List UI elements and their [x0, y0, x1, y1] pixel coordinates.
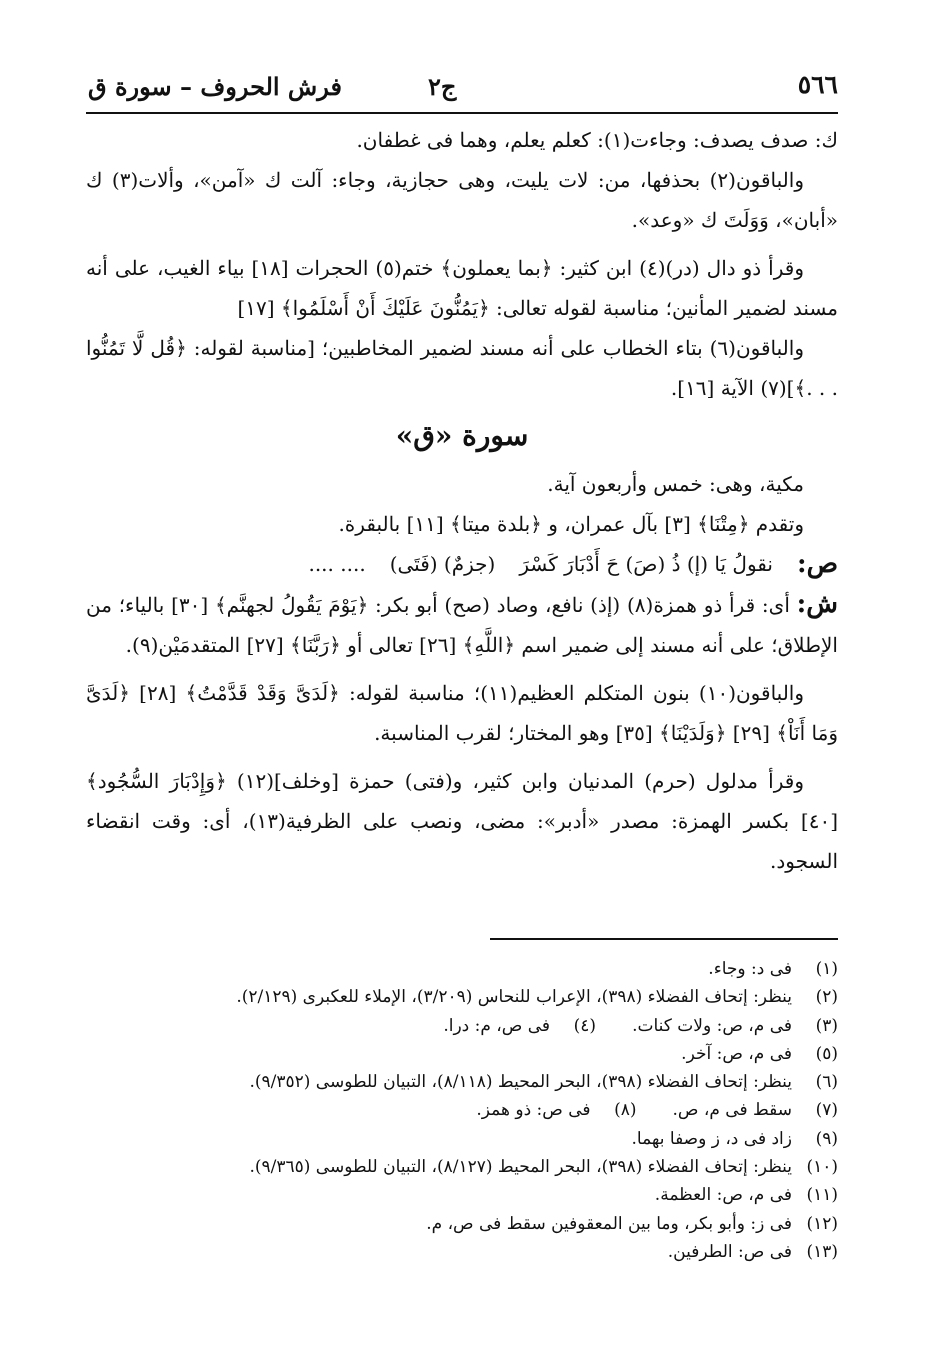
footnote-text: زاد فى د، ز وصفا بهما.	[631, 1128, 792, 1149]
footnote-number: (٩)	[815, 1128, 838, 1149]
footnote-number: (٦)	[815, 1072, 838, 1093]
footnote-number: (٣)	[815, 1015, 838, 1036]
footnote	[86, 983, 838, 1011]
footnote	[86, 1210, 838, 1238]
footnote-number: (٤)	[573, 1015, 597, 1036]
footnote-number: (١١)	[806, 1185, 838, 1206]
footnote-text: فى ص: الطرفين.	[667, 1241, 792, 1262]
footnote-rule	[490, 938, 838, 940]
paragraph	[86, 584, 838, 665]
sharh-lead: ش:	[796, 589, 838, 619]
paragraph-text: أى: قرأ ذو همزة(٨) (إذ) نافع، وصاد (صح) أبو بكر: ﴿يَوْمَ يَقُولُ لجهنَّم﴾ [٣٠] بالياء؛ من الإطلاق؛ على أنه مسند إلى ضمير اسم ﴿اللَّهِ﴾ [٢٦] تعالى أو ﴿رَبَّنَا﴾ [٢٧] المتقدمَيْن(٩).	[86, 593, 838, 657]
page-header	[88, 62, 838, 108]
main-text	[86, 120, 838, 881]
footnote	[86, 1040, 838, 1068]
paragraph: وتقدم ﴿مِتْنَا﴾ [٣] بآل عمران، و ﴿بلدة ميتا﴾ [١١] بالبقرة.	[338, 512, 804, 536]
paragraph: مكية، وهى: خمس وأربعون آية.	[547, 472, 804, 496]
footnote-text: فى ص، م: درا.	[443, 1015, 551, 1036]
surah-title: سورة «ق»	[395, 419, 529, 452]
page-number: ٥٦٦	[797, 70, 838, 99]
footnote	[86, 955, 838, 983]
poem-dots: .... ....	[308, 552, 366, 576]
footnote-number: (١٠)	[806, 1157, 838, 1178]
footnote-text: فى ص: ذو همز.	[476, 1100, 591, 1121]
footnotes	[86, 955, 838, 1266]
footnote-number: (٧)	[815, 1100, 838, 1121]
footnote-number: (٨)	[614, 1100, 637, 1121]
footnote	[86, 1181, 838, 1209]
footnote-number: (١٣)	[806, 1241, 838, 1262]
poem-line	[86, 544, 838, 584]
poem-hemistich: نقولُ يَا (إ) ذُ (صَ) حَ أَدْبَارَ كَسْرَ	[519, 552, 773, 576]
header-rule	[86, 112, 838, 114]
footnote-text: ينظر: إتحاف الفضلاء (٣٩٨)، الإعراب للنحاس (٣/٢٠٩)، الإملاء للعكبرى (٢/١٢٩).	[236, 987, 792, 1008]
footnote-number: (١)	[815, 959, 838, 979]
poem-hemistich: (جزمٌ) (فَتَى)	[389, 552, 496, 576]
footnote-number: (٢)	[815, 987, 838, 1008]
footnote	[86, 1125, 838, 1153]
footnote-text: ينظر: إتحاف الفضلاء (٣٩٨)، البحر المحيط (٨/١١٨)، التبيان للطوسى (٩/٣٥٢).	[249, 1072, 792, 1093]
running-title: فرش الحروف – سورة ق	[88, 72, 342, 101]
part-number: ج٢	[428, 72, 457, 101]
footnote	[86, 1068, 838, 1096]
footnote	[86, 1096, 838, 1124]
footnote-text: ينظر: إتحاف الفضلاء (٣٩٨)، البحر المحيط (٨/١٢٧)، التبيان للطوسى (٩/٣٦٥).	[249, 1157, 792, 1178]
paragraph: ك: صدف يصدف: وجاءت(١): كعلم يعلم، وهما فى غطفان.	[356, 128, 838, 152]
footnote-text: سقط فى م، ص.	[672, 1100, 792, 1121]
footnote	[86, 1012, 838, 1040]
paragraph: والباقون(٦) بتاء الخطاب على أنه مسند لضمير المخاطبين؛ [مناسبة لقوله: ﴿قُل لَّا تَمُنُّوا . . .﴾](٧) الآية [١٦].	[86, 336, 838, 400]
footnote-text: فى ز: وأبو بكر، وما بين المعقوفين سقط فى ص، م.	[426, 1213, 792, 1234]
paragraph: وقرأ مدلول (حرم) المدنيان وابن كثير، و(فتى) حمزة [وخلف](١٢) ﴿وَإِدْبَارَ السُّجُود﴾ [٤٠] بكسر الهمزة: مصدر «أدبر»: مضى، ونصب على الظرفية(١٣)، أى: وقت انقضاء السجود.	[86, 769, 838, 873]
footnote	[86, 1238, 838, 1266]
footnote-text: فى م، ص: آخر.	[681, 1043, 792, 1064]
paragraph: وقرأ ذو دال (در)(٤) ابن كثير: ﴿بما يعملون﴾ ختم(٥) الحجرات [١٨] بياء الغيب، على أنه مسند لضمير المأنين؛ مناسبة لقوله تعالى: ﴿يَمُنُّونَ عَلَيْكَ أَنْ أَسْلَمُوا﴾ [١٧]	[86, 256, 838, 320]
footnote-number: (٥)	[815, 1043, 838, 1064]
footnote-text: فى د: وجاء.	[708, 959, 792, 979]
paragraph: والباقون(٢) بحذفها، من: لات يليت، وهى حجازية، وجاء: آلت ك «آمن»، وألات(٣) ك «أبان»، وَوَلَتَ ك «وعد».	[86, 168, 838, 232]
paragraph: والباقون(١٠) بنون المتكلم العظيم(١١)؛ مناسبة لقوله: ﴿لَدَىَّ وَقَدْ قَدَّمْتُ﴾ [٢٨] ﴿لَدَىَّ وَمَا أَنَاْ﴾ [٢٩] ﴿وَلَدَيْنَا﴾ [٣٥] وهو المختار؛ لقرب المناسبة.	[86, 681, 838, 745]
footnote-text: فى م، ص: العظمة.	[654, 1185, 792, 1206]
footnote-number: (١٢)	[806, 1213, 838, 1234]
footnote-text: فى م، ص: ولات كنات.	[632, 1015, 792, 1036]
footnote	[86, 1153, 838, 1181]
poem-lead: ص:	[796, 549, 838, 579]
